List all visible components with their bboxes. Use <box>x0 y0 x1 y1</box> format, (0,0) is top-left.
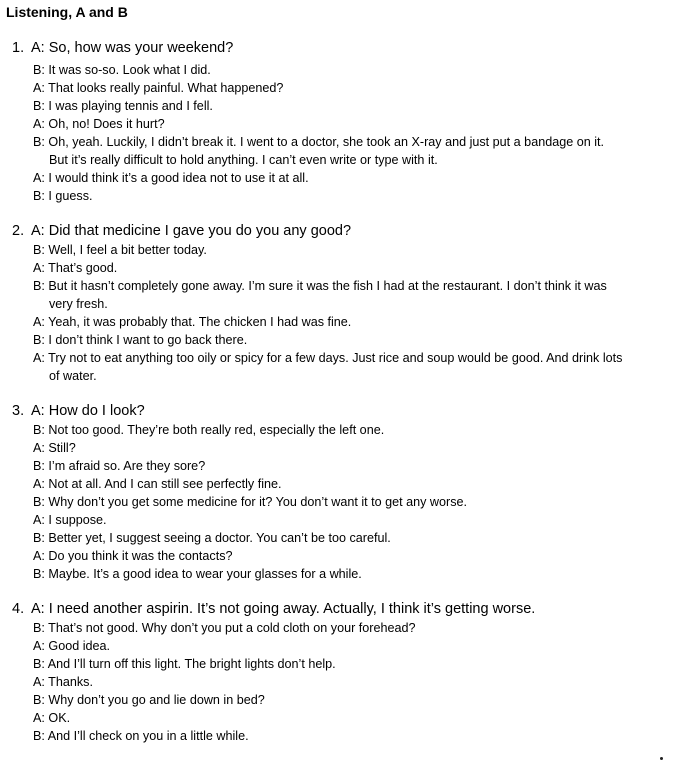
dialogue-opening-text: A: Did that medicine I gave you do you any good? <box>31 223 352 239</box>
dialogue-line-continuation: of water. <box>49 369 97 383</box>
dialogue-line: B: I’m afraid so. Are they sore? <box>33 459 206 473</box>
dialogue-line: A: I would think it’s a good idea not to use it at all. <box>33 171 309 185</box>
dialogue-number: 4. <box>12 601 25 617</box>
dialogue-line: A: Do you think it was the contacts? <box>33 549 233 563</box>
dialogue-line: A: That looks really painful. What happened? <box>33 81 284 95</box>
dialogue-line: A: Yeah, it was probably that. The chicken I had was fine. <box>33 315 352 329</box>
dialogue-line: A: Good idea. <box>33 639 111 653</box>
dialogue-line: A: Try not to eat anything too oily or spicy for a few days. Just rice and soup would be good. And drink lots <box>33 351 623 365</box>
dialogue-line: A: Still? <box>33 441 76 455</box>
dialogue-opening-text: A: How do I look? <box>31 403 145 419</box>
dialogue-opening-line <box>12 403 145 419</box>
page-mark <box>660 757 663 760</box>
dialogue-line: B: But it hasn’t completely gone away. I’m sure it was the fish I had at the restaurant. I don’t think it was <box>33 279 607 293</box>
dialogue-opening-text: A: So, how was your weekend? <box>31 40 234 56</box>
dialogue-line: A: That’s good. <box>33 261 118 275</box>
dialogue-line: B: Why don’t you go and lie down in bed? <box>33 693 265 707</box>
dialogue-line: B: I was playing tennis and I fell. <box>33 99 213 113</box>
dialogue-line: B: And I’ll check on you in a little while. <box>33 729 249 743</box>
dialogue-number: 1. <box>12 40 25 56</box>
dialogue-line: A: Not at all. And I can still see perfectly fine. <box>33 477 282 491</box>
dialogue-line: B: I don’t think I want to go back there. <box>33 333 248 347</box>
dialogue-line-continuation: But it’s really difficult to hold anything. I can’t even write or type with it. <box>49 153 438 167</box>
dialogue-number: 3. <box>12 403 25 419</box>
dialogue-line: B: Why don’t you get some medicine for it? You don’t want it to get any worse. <box>33 495 468 509</box>
dialogue-line: B: It was so-so. Look what I did. <box>33 63 211 77</box>
dialogue-line: B: I guess. <box>33 189 93 203</box>
dialogue-opening-line <box>12 601 535 617</box>
dialogue-opening-text: A: I need another aspirin. It’s not going away. Actually, I think it’s getting worse. <box>31 601 536 617</box>
dialogue-opening-line <box>12 223 351 239</box>
dialogue-line: B: That’s not good. Why don’t you put a cold cloth on your forehead? <box>33 621 416 635</box>
dialogue-line: B: Oh, yeah. Luckily, I didn’t break it. I went to a doctor, she took an X-ray and just put a bandage on it. <box>33 135 605 149</box>
dialogue-line: B: Maybe. It’s a good idea to wear your glasses for a while. <box>33 567 362 581</box>
dialogue-line-continuation: very fresh. <box>49 297 108 311</box>
page-title: Listening, A and B <box>6 4 128 20</box>
dialogue-opening-line <box>12 40 233 56</box>
dialogue-line: A: I suppose. <box>33 513 107 527</box>
dialogue-line: B: Better yet, I suggest seeing a doctor. You can’t be too careful. <box>33 531 391 545</box>
dialogue-line: A: OK. <box>33 711 71 725</box>
dialogue-line: B: Not too good. They’re both really red, especially the left one. <box>33 423 385 437</box>
dialogue-line: A: Thanks. <box>33 675 93 689</box>
dialogue-line: B: Well, I feel a bit better today. <box>33 243 207 257</box>
dialogue-line: A: Oh, no! Does it hurt? <box>33 117 165 131</box>
dialogue-line: B: And I’ll turn off this light. The bright lights don’t help. <box>33 657 336 671</box>
dialogue-number: 2. <box>12 223 25 239</box>
